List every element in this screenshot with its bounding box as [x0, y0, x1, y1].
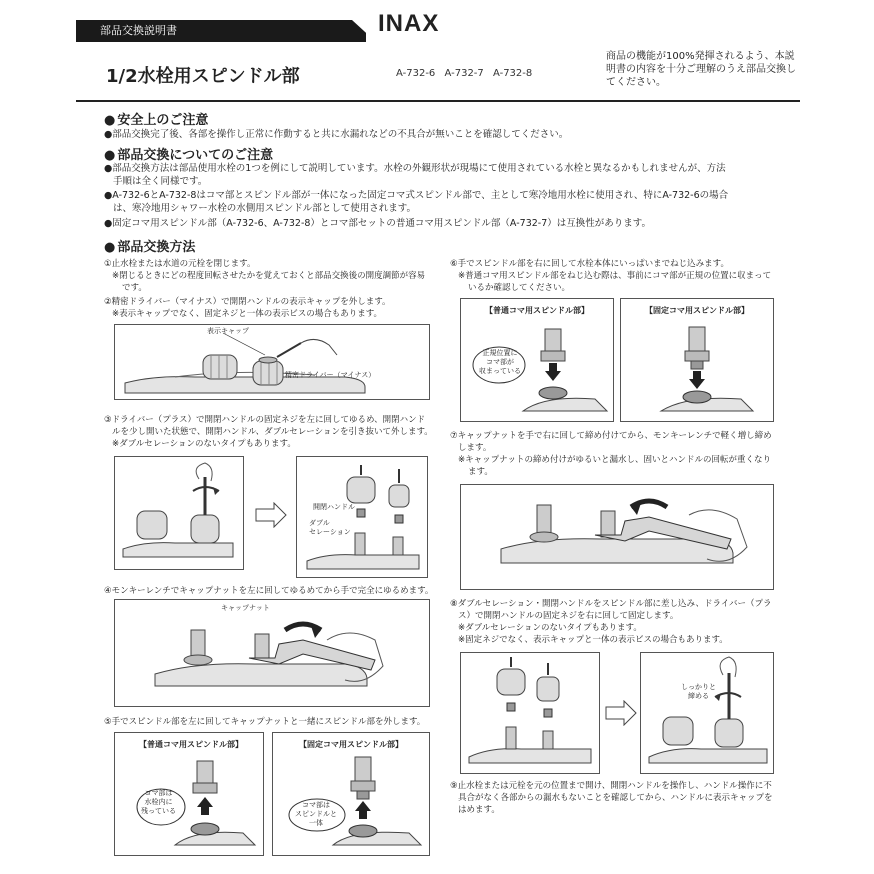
header-rule [76, 100, 800, 102]
handle-parts-illustration [297, 457, 427, 577]
note-koma-proper [479, 349, 521, 376]
figure-step-4 [114, 599, 430, 707]
box-title-fixed-spindle: 【固定コマ用スピンドル部】 [299, 740, 403, 749]
note-koma-remains [141, 789, 176, 816]
note-koma-integrated [295, 801, 337, 828]
section-heading-about: ● 部品交換についてのご注意 [104, 144, 273, 163]
figure-step-6-fixed [620, 298, 774, 422]
note-koma-proper-3: 収まっている [479, 367, 521, 375]
faucet-cap-illustration [115, 325, 429, 399]
step-6-text: ⑥手でスピンドル部を右に回して水栓本体にいっぱいまでねじ込みます。 [450, 259, 729, 269]
note-koma-integrated-2: スピンドルと [295, 810, 337, 818]
step-8-note-2: ※固定ネジでなく、表示キャップと一体の表示ビスの場合もあります。 [458, 635, 728, 645]
spindle-removal-fixed-illustration [273, 733, 429, 855]
step-8-text: ⑧ダブルセレーション・開閉ハンドルをスピンドル部に差し込み、ドライバー（プラ [450, 599, 772, 609]
step-2-note: ※表示キャップでなく、固定ネジと一体の表示ビスの場合もあります。 [112, 309, 383, 319]
tighten-capnut-illustration [461, 485, 773, 589]
figure-step-3-loosen [114, 456, 244, 570]
label-double-serration [309, 519, 351, 537]
label-cap-nut-step-4: キャップナット [221, 604, 270, 612]
step-9-text-cont-2: はめます。 [458, 805, 500, 815]
document-title: 1/2水栓用スピンドル部 [106, 66, 300, 87]
figure-step-5-normal [114, 732, 264, 856]
about-paragraph-1: ●部品交換方法は部品使用水栓の1つを例にして説明しています。水栓の外観形状が現場にて使用されている水栓と異なるかもしれませんが、方法 [104, 163, 726, 174]
step-4-text: ④モンキーレンチでキャップナットを左に回してゆるめてから手で完全にゆるめます。 [104, 586, 434, 596]
label-display-cap: 表示キャップ [207, 327, 249, 335]
step-3-text: ③ドライバー（プラス）で開閉ハンドルの固定ネジを左に回してゆるめ、開閉ハンド [104, 415, 426, 425]
note-tighten-firmly-2: 締める [688, 692, 709, 700]
step-2-text: ②精密ドライバー（マイナス）で開閉ハンドルの表示キャップを外します。 [104, 297, 391, 307]
spindle-install-fixed-illustration [621, 299, 773, 421]
note-koma-proper-2: コマ部が [486, 358, 514, 366]
step-7-note-cont: ます。 [468, 467, 493, 477]
note-koma-integrated-3: 一体 [309, 819, 323, 827]
step-6-note-cont: いるか確認してください。 [468, 283, 571, 293]
step-1-text: ①止水栓または水道の元栓を閉じます。 [104, 259, 256, 269]
section-heading-method: ● 部品交換方法 [104, 236, 195, 255]
note-koma-remains-2: 水栓内に [144, 798, 173, 806]
note-koma-remains-3: 残っている [141, 807, 176, 815]
step-8-note-1: ※ダブルセレーションのないタイプもあります。 [458, 623, 642, 633]
step-8-text-cont: ス）で開閉ハンドルの固定ネジを右に回して固定します。 [458, 611, 679, 621]
step-9-text: ⑨止水栓または元栓を元の位置まで開け、開閉ハンドルを操作し、ハンドル操作に不 [450, 781, 772, 791]
safety-text: ●部品交換完了後、各部を操作し正常に作動すると共に水漏れなどの不具合が無いことを確認してください。 [104, 129, 569, 140]
product-code: A-732-8 [492, 68, 533, 79]
figure-step-8-tighten [640, 652, 774, 774]
box-title-normal-spindle-step-6: 【普通コマ用スピンドル部】 [485, 306, 589, 315]
about-paragraph-2: ●A-732-6とA-732-8はコマ部とスピンドル部が一体になった固定コマ式スピンドル部で、主として寒冷地用水栓に使用され、特にA-732-6の場合 [104, 190, 729, 201]
about-paragraph-1-cont: 手順は全く同様です。 [113, 176, 208, 187]
figure-step-6-normal [460, 298, 614, 422]
step-3-text-cont: ルを少し開いた状態で、開閉ハンドル、ダブルセレーションを引き抜いて外します。 [112, 427, 433, 437]
step-6-note: ※普通コマ用スピンドル部をねじ込む際は、事前にコマ部が正規の位置に収まって [458, 271, 772, 281]
header-notch [352, 20, 376, 42]
label-double-serration-2: セレーション [309, 528, 351, 536]
product-code: A-732-7 [444, 68, 484, 79]
step-1-note: ※閉じるときにどの程度回転させたかを覚えておくと部品交換後の開度調節が容易 [112, 271, 426, 281]
label-precision-driver: 精密ドライバー（マイナス） [285, 371, 376, 379]
note-koma-proper-1: 正規位置に [482, 349, 518, 357]
label-handle: 開閉ハンドル [313, 503, 355, 511]
about-paragraph-2-cont: は、寒冷地用シャワー水栓の水側用スピンドル部として使用されます。 [113, 203, 417, 214]
spindle-removal-normal-illustration [115, 733, 263, 855]
figure-step-3-parts [296, 456, 428, 578]
figure-step-7 [460, 484, 774, 590]
tighten-handle-illustration [641, 653, 773, 773]
product-code: A-732-6 [396, 68, 436, 79]
document-type-bar [76, 20, 366, 42]
figure-step-8-parts [460, 652, 600, 774]
intro-note: 商品の機能が100%発揮されるよう、本説明書の内容を十分ご理解のうえ部品交換してください。 [606, 51, 796, 88]
about-paragraph-3: ●固定コマ用スピンドル部（A-732-6、A-732-8）とコマ部セットの普通コマ用スピンドル部（A-732-7）は互換性があります。 [104, 218, 651, 229]
step-1-note-cont: です。 [122, 283, 147, 293]
loosen-handle-illustration [115, 457, 243, 569]
note-tighten-firmly-1: しっかりと [681, 683, 716, 691]
arrow-right-icon [254, 502, 288, 528]
product-codes [396, 68, 532, 79]
label-double-serration-1: ダブル [309, 519, 330, 527]
note-koma-integrated-1: コマ部は [302, 801, 330, 809]
brand-logo: INAX [378, 10, 440, 37]
box-title-fixed-spindle-step-6: 【固定コマ用スピンドル部】 [645, 306, 749, 315]
section-heading-safety: ● 安全上のご注意 [104, 109, 208, 128]
box-title-normal-spindle: 【普通コマ用スピンドル部】 [139, 740, 243, 749]
reassemble-parts-illustration [461, 653, 599, 773]
note-tighten-firmly [681, 683, 716, 701]
step-5-text: ⑤手でスピンドル部を左に回してキャップナットと一緒にスピンドル部を外します。 [104, 717, 426, 727]
wrench-capnut-illustration [115, 600, 429, 706]
arrow-right-icon [604, 700, 638, 726]
note-koma-remains-1: コマ部は [144, 789, 173, 797]
figure-step-5-fixed [272, 732, 430, 856]
step-7-text-cont: します。 [458, 443, 492, 453]
step-7-text: ⑦キャップナットを手で右に回して締め付けてから、モンキーレンチで軽く増し締め [450, 431, 772, 441]
step-9-text-cont-1: 具合がなく各部からの漏水もないことを確認してから、ハンドルに表示キャップを [458, 793, 773, 803]
document-type-label: 部品交換説明書 [100, 24, 177, 37]
step-3-note: ※ダブルセレーションのないタイプもあります。 [112, 439, 296, 449]
figure-step-2 [114, 324, 430, 400]
step-7-note: ※キャップナットの締め付けがゆるいと漏水し、固いとハンドルの回転が重くなり [458, 455, 771, 465]
